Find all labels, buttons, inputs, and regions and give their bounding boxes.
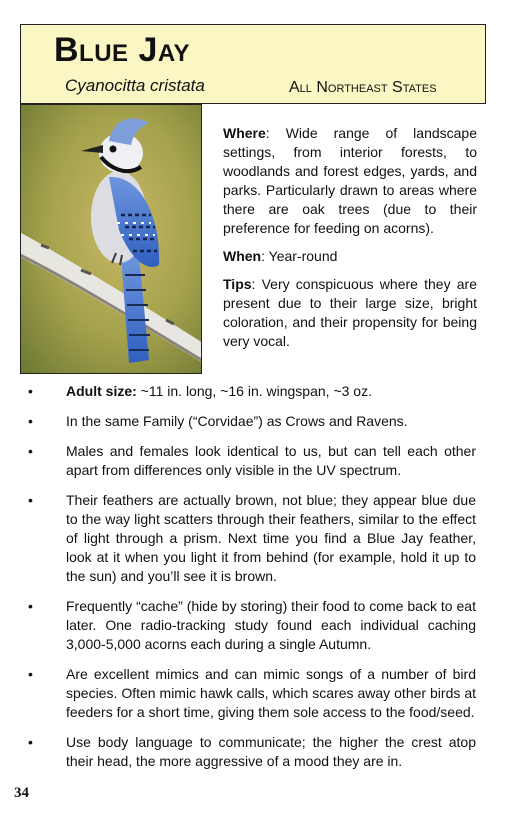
when-text: : Year-round [261, 248, 338, 264]
where-paragraph [223, 124, 477, 238]
where-text: : Wide range of landscape settings, from interior forests, to woodlands and forest edges, yards, and parks. Particularly drawn to areas where there are oak trees (due to their preference for feeding on acorns). [223, 125, 477, 236]
scientific-name: Cyanocitta cristata [65, 76, 205, 95]
fact-text: In the same Family (“Corvidae”) as Crows and Ravens. [66, 413, 408, 429]
bullet-icon: • [28, 443, 33, 459]
title-box [20, 24, 486, 104]
adult-size-label: Adult size: [66, 383, 137, 399]
species-title: Blue Jay [54, 31, 191, 69]
tips-text: : Very conspicuous where they are present due to their large size, bright coloration, and their propensity for being very vocal. [223, 276, 477, 349]
list-item [24, 733, 476, 771]
facts-list [24, 382, 476, 782]
blue-jay-illustration [21, 105, 202, 374]
page-number: 34 [14, 785, 29, 801]
where-label: Where [223, 125, 266, 141]
fact-text: Frequently “cache” (hide by storing) their food to come back to eat later. One radio-tracking study found each individual caching 3,000-5,000 acorns each during a single Autumn. [66, 598, 476, 652]
fact-text: Use body language to communicate; the higher the crest atop their head, the more aggressive of a mood they are in. [66, 734, 476, 769]
blue-jay-photo [20, 104, 202, 374]
fact-text: Males and females look identical to us, but can tell each other apart from differences only visible in the UV spectrum. [66, 443, 476, 478]
range-label: All Northeast States [289, 79, 437, 96]
fact-text: Their feathers are actually brown, not blue; they appear blue due to the way light scatters through their feathers, similar to the effect of light through a prism. Next time you find a Blue Jay feather, look at it when you light it from behind (for example, hold it up to the sun) and you’ll see it is brown. [66, 492, 476, 584]
list-item [24, 412, 476, 431]
tips-paragraph [223, 275, 477, 351]
when-paragraph [223, 247, 477, 266]
tips-label: Tips [223, 276, 252, 292]
fact-text: Are excellent mimics and can mimic songs of a number of bird species. Often mimic hawk calls, which scares away other birds at feeders for a short time, giving them sole access to the food/seed. [66, 666, 476, 720]
adult-size-text: ~11 in. long, ~16 in. wingspan, ~3 oz. [136, 383, 372, 399]
bullet-icon: • [28, 413, 33, 429]
bullet-icon: • [28, 492, 33, 508]
when-label: When [223, 248, 262, 264]
list-item [24, 491, 476, 586]
list-item [24, 382, 476, 401]
info-panel [223, 124, 477, 360]
bullet-icon: • [28, 734, 33, 750]
bullet-icon: • [28, 598, 33, 614]
list-item [24, 665, 476, 722]
bullet-icon: • [28, 383, 33, 399]
bullet-icon: • [28, 666, 33, 682]
list-item [24, 597, 476, 654]
list-item [24, 442, 476, 480]
